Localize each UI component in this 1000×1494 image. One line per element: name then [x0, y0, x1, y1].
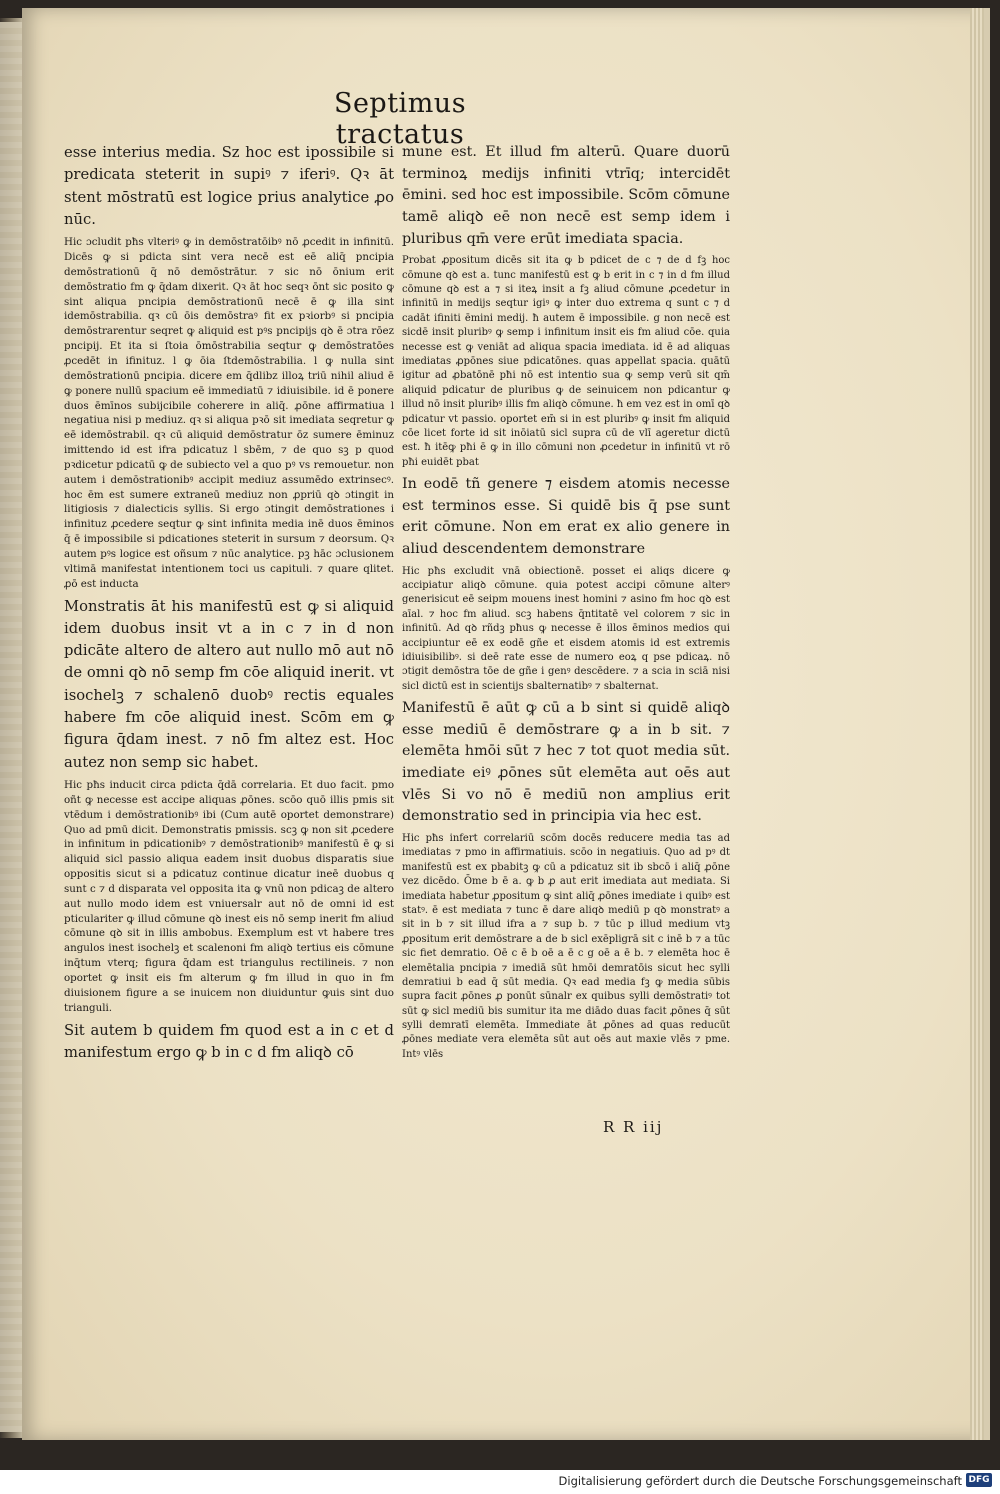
- commentary-paragraph: Hic pħs inducit circa pdicta q̄dā correlaria. Et duo facit. pmo oñt ꝙ necesse est accipe aliquas ꝓōnes. scōo quō illis pmis sit vtēdum i demōstrationibꝰ ibi (Cum autē oportet demonstrare) Quo ad pmū dicit. Demonstratis pmissis. scꝫ ꝙ non sit ꝓcedere in infinitum in pdicationibꝰ ⁊ demōstrationibꝰ manifestū ē ꝙ si aliquid sicl passio aliqua eadem insit duobus disparatis siue oppositis sicut si a pdicatuz continue dicatur ineē duobus q sunt c ⁊ d disparata vel opposita ita ꝙ vnū non pdicaꝫ de altero aut nullo modo idem est vniuersalr aut nō de omni id est pticulariter ꝙ illud cōmune qꝺ inest eis nō semp inerit fm aliud cōmune qꝺ sit in illis ambobus. Exemplum est vt habere tres angulos inest isochelꝫ et scalenoni fm aliqꝺ tertius eis cōmune inq̄tum vterq; figura q̄dam est triangulus rectilineis. ⁊ non oportet ꝙ insit eis fm alterum ꝙ fm illud in quo in fm diuisionem figure a se inuicem non diuiduntur ꝙuis sint duo trianguli.: [64, 779, 394, 1014]
- text-paragraph: Monstratis āt his manifestū est ꝙ si aliquid idem duobus insit vt a in c ⁊ in d non pdicāte altero de altero aut nullo mō aut nō de omni qꝺ nō semp fm cōe aliquid inerit. vt isochelꝫ ⁊ schalenō duobꝰ rectis equales habere fm cōe aliquid inest. Scōm em ꝙ figura q̄dam inest. ⁊ nō fm altez est. Hoc autez non semp sic habet.: [64, 597, 394, 771]
- commentary-paragraph: Hic pħs infert correlariū scōm docēs reducere media tas ad imediatas ⁊ pmo in affirmatiuis. scōo in negatiuis. Quo ad pꝰ dt manifestū est ex pbabitꝫ ꝙ cū a pdicatuz sit ib sbcō i aliq̄ ꝓōne vez dicēdo. Ōme b ē a. ꝙ b ꝓ aut erit imediata aut mediata. Si imediata habetur ꝓpositum ꝙ sint aliq̄ ꝓōnes imediate i quibꝰ est statꝰ. ē est mediata ⁊ tunc ē dare aliqꝺ mediū p qꝺ monstratꝰ a sit in b ⁊ sit illud ifra a ⁊ sup b. ⁊ tūc p illud medium vtꝫ ꝓpositum erit demōstrare a de b sicl exēpligrā sit c inē b ⁊ a tūc sic fiet demratio. Oē c ē b oē a ē c g oē a ē b. ⁊ elemēta hoc ē elemētalia pncipia ⁊ imediā sūt hmōi demratōis sicut hec sylli demratiui b ead q̄ sūt media. Qꝛ ead media fꝫ ꝙ media sūbis supra facit ꝓōnes ꝓ ponūt sūnalr ex quibus sylli demōstratiꝰ tot sūt ꝙ sicl mediū bis sumitur ita me diādo duas facit ꝓōnes q̄ sūt sylli demratī elemēta. Immediate āt ꝓōnes ad quas reducūt ꝓōnes mediate vera elemēta sūt aut oēs aut maxie vlēs ⁊ pme. Intꝰ vlēs: [402, 832, 730, 1060]
- left-text-column: [64, 142, 394, 1064]
- right-text-column: [402, 142, 730, 1062]
- dfg-logo: DFG: [966, 1473, 992, 1487]
- text-paragraph: Manifestū ē aūt ꝙ cū a b sint si quidē aliqꝺ esse mediū ē demōstrare ꝙ a in b sit. ⁊ elemēta hmōi sūt ⁊ hec ⁊ tot quot media sūt. imediate eiꝰ ꝓōnes sūt elemēta aut oēs aut vlēs Si vo nō ē mediū non amplius erit demonstratio sed in principia via hec est.: [402, 700, 730, 825]
- funding-note: Digitalisierung gefördert durch die Deutsche Forschungsgemeinschaft: [558, 1474, 962, 1488]
- page-fore-edge: [970, 8, 984, 1440]
- commentary-paragraph: Probat ꝓpositum dicēs sit ita ꝙ b pdicet de c ⁊ de d fꝫ hoc cōmune qꝺ est a. tunc manifestū est ꝙ b erit in c ⁊ in d fm illud cōmune qꝺ est a ⁊ si iteꝝ insit a fꝫ aliud cōmune ꝓcedetur in infinitū in medijs seqtur igiꝰ ꝙ inter duo extrema q sunt c ⁊ d cadāt ifiniti ēmini medij. ħ autem ē impossibile. g non necē est sicdē insit pluribꝰ ꝙ semp i infinitum insit eis fm aliud cōe. quia necesse est ꝙ veniāt ad aliqua spacia imediata. id ē ad aliquas imediatas ꝓpōnes siue pdicatōnes. quas appellat spacia. quātū igitur ad ꝓbatōnē pħi nō est intentio sua ꝙ semp verū sit qm̄ aliquid pdicatur de pluribus ꝙ de seinuicem non pdicantur ꝙ illud nō insit pluribꝰ illis fm aliqꝺ cōmune. ħ em vez est in omī qꝺ pdicatur vt passio. oportet em̄ si in est pluribꝰ ꝙ insit fm aliquid cōe licet forte id sit inōiatū sicl supra cū de vlī ageretur dictū est. ħ itēꝙ pħi ē ꝙ in illo cōmuni non ꝓcedetur in infinitū vt rō pħi euidēt pbat: [402, 255, 731, 468]
- signature-mark: R R iij: [603, 1118, 664, 1136]
- text-paragraph: In eodē tñ genere ⁊ eisdem atomis necesse est terminos esse. Si quidē bis q̄ pse sunt erit cōmune. Non em erat ex alio genere in aliud descendentem demonstrare: [402, 476, 730, 557]
- text-paragraph: esse interius media. Sz hoc est ipossibile si predicata steterit in supiꝰ ⁊ iferiꝰ. Qꝛ āt stent mōstratū est logice prius analytice ꝓo nūc.: [64, 144, 394, 228]
- text-paragraph: mune est. Et illud fm alterū. Quare duorū terminoꝝ medijs infiniti vtrīq; intercidēt ēmini. sed hoc est impossibile. Scōm cōmune tamē aliqꝺ eē non necē est semp idem i pluribus qm̄ vere erūt imediata spacia.: [402, 144, 730, 247]
- text-paragraph: Sit autem b quidem fm quod est a in c et d manifestum ergo ꝙ b in c d fm aliqꝺ cō: [64, 1021, 394, 1061]
- commentary-paragraph: Hic pħs excludit vnā obiectionē. posset ei aliqs dicere ꝙ accipiatur aliqꝺ cōmune. quia potest accipi cōmune alterꝰ generisicut eē seipm mouens inest homini ⁊ asino fm hoc qꝺ est aīal. ⁊ hoc fm aliud. scꝫ habens q̄ntitatē vel colorem ⁊ sic in infinitū. Ad qꝺ rñdꝫ pħus ꝙ necesse ē illos ēminos medios qui accipiuntur eē ex eodē gñe et eisdem atomis id est extremis idiuisibilibꝰ. si deē rate esse de numero eoꝝ q pse pdicaꝝ. nō ɔtigit demōstra tōe de gñe i genꝰ descēdere. ⁊ a scia in sciā nisi sicl dictū est in scientijs sbalternatibꝰ ⁊ sbalternat.: [402, 565, 730, 692]
- commentary-paragraph: Hic ɔcludit pħs vlteriꝰ ꝙ in demōstratōibꝰ nō ꝓcedit in infinitū. Dicēs ꝙ si pdicta sint vera necē est eē aliq̄ pncipia demōstrationū q̄ nō demōstrātur. ⁊ sic nō ōnium erit demōstratio fm ꝙ q̄dam dixerit. Qꝛ āt hoc seqꝛ ōnt sic posito ꝙ sint aliqua pncipia demōstrationū necē ē ꝙ illa sint idemōstrabilia. qꝛ cū ōis demōstraꝰ fit ex pꝛiorbꝰ si pncipia demōstrarentur seqret ꝙ aliquid est pꝰs pncipijs qꝺ ē ɔtra rōez pncipij. Et ita si ſtoia ōmōstrabilia seqtur ꝙ demōstratōes ꝓcedēt in ifinituz. l ꝙ ōia ſtdemōstrabilia. l ꝙ nulla sint demōstrationū pncipia. dicere em q̄dlibz illoꝝ triū nihil aliud ē ꝙ ponere nullū spacium eē immediatū ⁊ idiuisibile. id ē ponere duos ēmīnos subijcibile coherere in aliq̄. ꝓōne affirmatiua l negatiua nisi p mediuz. qꝛ si aliqua pꝛō sit imediata seqretur ꝙ eē idemōstrabil. qꝛ cū aliquid demōstratur ōz sumere ēminuz imittendo id est ifra pdicatuz l sbēm, ⁊ de quo sꝫ p quod pꝛdicetur pdicatū ꝙ de subiecto vel a quo pꝰ vs remouetur. non autem i demōstrationibꝰ accipit mediuz assumēdo extrinsecꝰ. hoc ēm est sumere extraneū mediuz non ꝓpriū qꝺ ɔtingit in litigiosis ⁊ dialecticis syllis. Si ergo ɔtingit demōstrationes i infinituz ꝓcedere seqtur ꝙ sint infinita media inē duos ēminos q̄ ē impossibile si pdicationes steterit in sursum ⁊ deorsum. Qꝛ autem pꝰs logice est oñsum ⁊ nūc analytice. pꝫ hāc ɔclusionem vltimā manifestat intentionem toci us capituli. ⁊ quare qlitet. ꝓō est inducta: [64, 236, 394, 590]
- running-head: Septimus tractatus: [333, 88, 467, 150]
